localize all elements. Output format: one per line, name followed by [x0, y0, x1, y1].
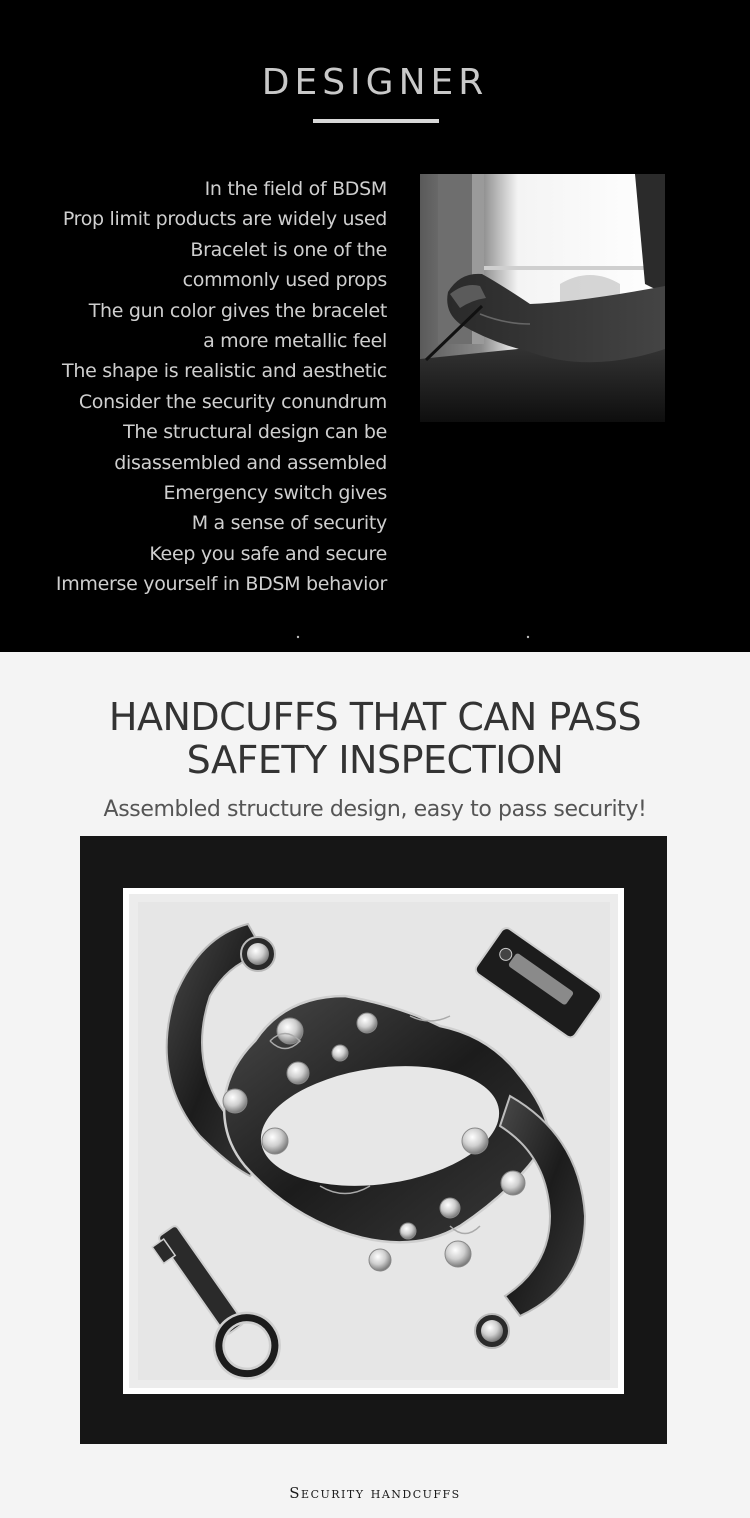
designer-line: Keep you safe and secure	[149, 542, 387, 565]
designer-sketching-image	[420, 174, 665, 422]
safety-heading-line1: HANDCUFFS THAT CAN PASS	[108, 695, 642, 739]
safety-heading	[0, 696, 750, 782]
designer-line: The gun color gives the bracelet	[88, 299, 387, 322]
safety-subtitle: Assembled structure design, easy to pass security!	[103, 797, 647, 822]
designer-line: disassembled and assembled	[114, 451, 387, 474]
product-caption: Security handcuffs	[289, 1484, 461, 1502]
designer-photo	[420, 174, 665, 422]
designer-line: Bracelet is one of the	[190, 238, 387, 261]
designer-section	[0, 0, 750, 652]
designer-line: The shape is realistic and aesthetic	[62, 360, 387, 383]
handcuffs-in-box-image	[80, 836, 667, 1444]
safety-section	[0, 652, 750, 1518]
safety-heading-line2: SAFETY INSPECTION	[186, 738, 564, 782]
product-photo	[80, 836, 667, 1444]
designer-line: M a sense of security	[191, 512, 387, 535]
designer-text	[20, 174, 387, 600]
designer-line: Immerse yourself in BDSM behavior	[55, 573, 387, 596]
designer-line: Emergency switch gives	[163, 482, 387, 505]
designer-line: The structural design can be	[123, 421, 387, 444]
designer-line: Consider the security conundrum	[78, 390, 387, 413]
designer-line: Prop limit products are widely used	[62, 208, 387, 231]
designer-line: In the field of BDSM	[204, 178, 387, 200]
title-underline	[313, 119, 439, 123]
designer-line: commonly used props	[182, 269, 387, 292]
designer-line: a more metallic feel	[203, 330, 387, 353]
decorative-dots	[0, 634, 750, 640]
designer-title: DESIGNER	[261, 62, 489, 103]
